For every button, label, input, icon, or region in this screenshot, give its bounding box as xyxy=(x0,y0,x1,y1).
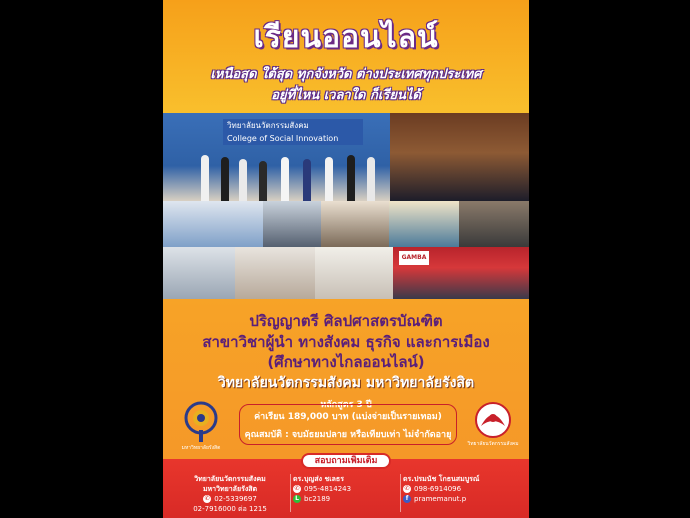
degree-title: ปริญญาตรี ศิลปศาสตรบัณฑิต xyxy=(249,312,443,330)
facebook-icon: f xyxy=(403,495,411,503)
course-fee: ค่าเรียน 189,000 บาท (แบ่งจ่ายเป็นรายเทอม) xyxy=(254,412,442,422)
contact-person-2-facebook-row xyxy=(403,494,525,504)
contact-college-name-1: วิทยาลัยนวัตกรรมสังคม xyxy=(194,475,266,483)
banner-text-th: วิทยาลัยนวัตกรรมสังคม xyxy=(227,121,309,130)
contact-person-1-name: ดร.บุญส่ง ชเลธร xyxy=(293,475,344,483)
poster-content xyxy=(163,0,529,518)
page-title: เรียนออนไลน์ xyxy=(253,20,439,55)
contact-heading: สอบถามเพิ่มเติม xyxy=(301,453,391,469)
left-logo-caption: มหาวิทยาลัยรังสิต xyxy=(181,445,221,451)
right-logo-caption: วิทยาลัยนวัตกรรมสังคม xyxy=(467,441,519,447)
divider xyxy=(400,474,401,512)
contact-person-1 xyxy=(293,474,399,504)
contact-college-phone-2[interactable]: 02-7916000 ต่อ 1215 xyxy=(193,505,267,513)
contact-person-1-phone-row xyxy=(293,484,399,494)
contact-person-1-line[interactable]: bc2189 xyxy=(304,495,331,503)
subtitle-line-2: อยู่ที่ไหน เวลาใด ก็เรียนได้ xyxy=(271,88,421,103)
contact-college-name-2: มหาวิทยาลัยรังสิต xyxy=(202,485,258,493)
contact-person-1-phone[interactable]: 095-4814243 xyxy=(304,485,352,493)
phone-icon: ✆ xyxy=(204,495,210,502)
contact-person-2 xyxy=(403,474,525,504)
contact-person-2-facebook[interactable]: pramemanut.p xyxy=(414,495,467,503)
divider xyxy=(290,474,291,512)
subtitle-line-1: เหนือสุด ใต้สุด ทุกจังหวัด ต่างประเทศทุกประเทศ xyxy=(210,67,482,82)
contact-college xyxy=(171,474,289,514)
rangsit-university-logo-icon xyxy=(183,400,219,444)
contact-person-2-name: ดร.ปรมนัช โกธนสมบูรณ์ xyxy=(403,475,480,483)
contact-college-phone-1-row xyxy=(203,494,257,504)
phone-icon: ✆ xyxy=(294,485,300,492)
contact-college-phone-1[interactable]: 02-5339697 xyxy=(214,495,257,503)
contact-college-phone-2-row xyxy=(193,504,267,514)
contact-person-1-line-row xyxy=(293,494,399,504)
phone-icon: ✆ xyxy=(404,485,410,492)
degree-major: สาขาวิชาผู้นำ ทางสังคม ธุรกิจ และการเมือง xyxy=(202,333,490,351)
course-qualification: คุณสมบัติ : จบมัธยมปลาย หรือเทียบเท่า ไม่จำกัดอายุ xyxy=(244,430,452,440)
course-duration: หลักสูตร 3 ปี xyxy=(320,400,372,410)
degree-mode: (ศึกษาทางไกลออนไลน์) xyxy=(267,353,425,371)
ceremony-sign: GAMBA xyxy=(399,251,429,265)
contact-person-2-phone[interactable]: 098-6914096 xyxy=(414,485,462,493)
line-app-icon: L xyxy=(293,495,301,503)
banner-text-en: College of Social Innovation xyxy=(227,134,339,143)
social-innovation-logo-icon xyxy=(473,400,513,442)
college-name: วิทยาลัยนวัตกรรมสังคม มหาวิทยาลัยรังสิต xyxy=(217,375,475,391)
contact-person-2-phone-row xyxy=(403,484,525,494)
